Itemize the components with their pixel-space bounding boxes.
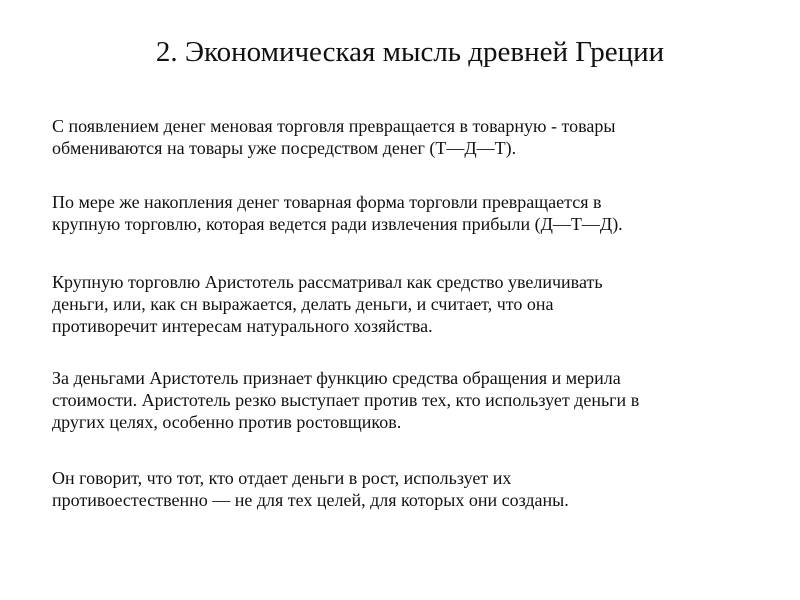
paragraph-line: С появлением денег меновая торговля превращается в товарную - товары xyxy=(52,116,616,136)
paragraph-line: обмениваются на товары уже посредством денег (Т—Д—Т). xyxy=(52,138,517,158)
paragraph-line: других целях, особенно против ростовщиков. xyxy=(52,412,402,432)
paragraph-money-exchange xyxy=(52,115,752,159)
paragraph-line: По мере же накопления денег товарная форма торговли превращается в xyxy=(52,192,602,212)
slide-title: 2. Экономическая мысль древней Греции xyxy=(155,36,665,68)
paragraph-line: деньги, или, как сн выражается, делать деньги, и считает, что она xyxy=(52,294,554,314)
paragraph-line: противоречит интересам натурального хозяйства. xyxy=(52,316,433,336)
paragraph-usury xyxy=(52,467,752,511)
paragraph-money-functions xyxy=(52,367,752,433)
paragraph-line: Он говорит, что тот, кто отдает деньги в рост, использует их xyxy=(52,468,512,488)
paragraph-large-trade xyxy=(52,271,752,337)
paragraph-accumulation xyxy=(52,191,752,235)
paragraph-line: За деньгами Аристотель признает функцию средства обращения и мерила xyxy=(52,368,621,388)
paragraph-line: Крупную торговлю Аристотель рассматривал как средство увеличивать xyxy=(52,272,603,292)
paragraph-line: стоимости. Аристотель резко выступает против тех, кто использует деньги в xyxy=(52,390,640,410)
paragraph-line: крупную торговлю, которая ведется ради извлечения прибыли (Д—Т—Д). xyxy=(52,214,623,234)
paragraph-line: противоестественно — не для тех целей, для которых они созданы. xyxy=(52,490,569,510)
